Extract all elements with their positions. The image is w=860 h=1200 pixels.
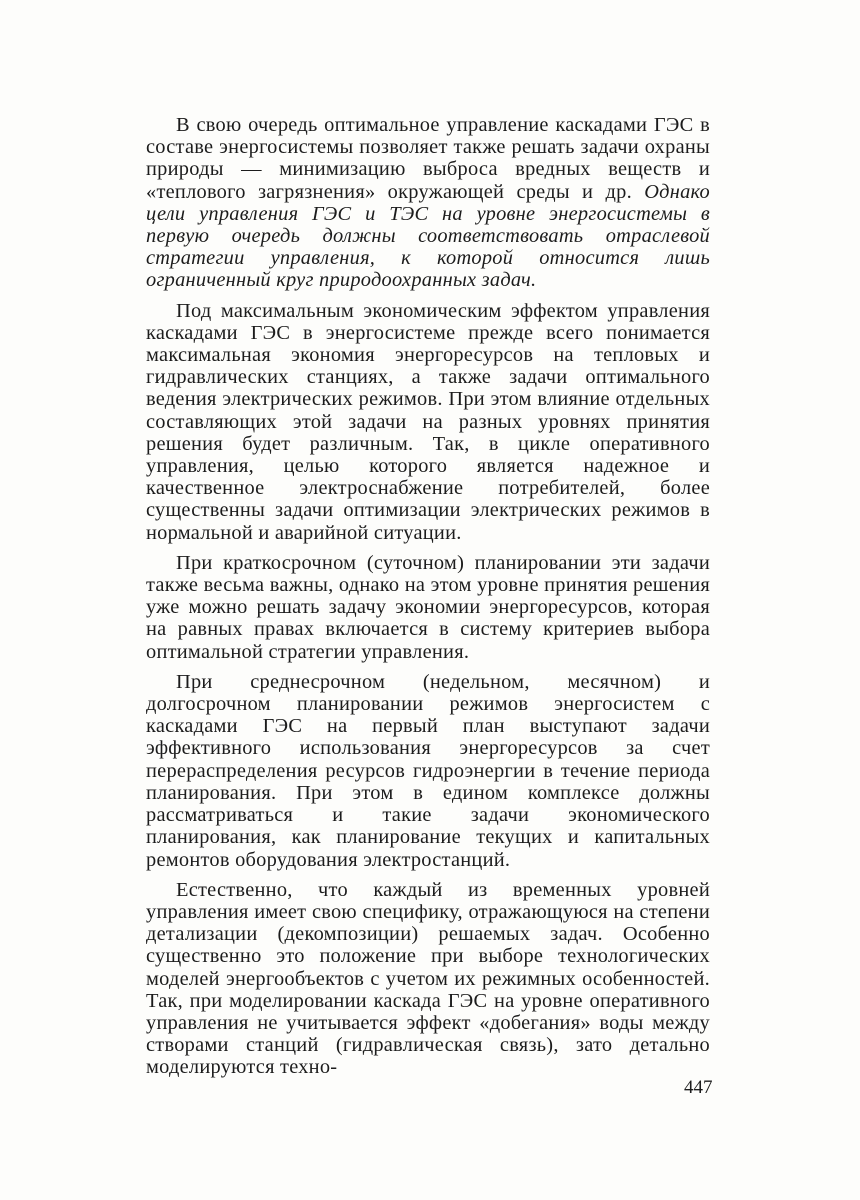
- paragraph-5: Естественно, что каждый из временных уровней управления имеет свою специфику, отражающуюся на степени детализации (декомпозиции) решаемых задач. Особенно существенно это положение при выборе технологических моделей энергообъектов с учетом их режимных особенностей. Так, при моделировании каскада ГЭС на уровне оперативного управления не учитывается эффект «добегания» воды между створами станций (гидравлическая связь), зато детально моделируются техно-: [146, 878, 710, 1079]
- body-text: [146, 114, 710, 1087]
- paragraph-3: При краткосрочном (суточном) планировании эти задачи также весьма важны, однако на этом уровне принятия решения уже можно решать задачу экономии энергоресурсов, которая на равных правах включается в систему критериев выбора оптимальной стратегии управления.: [146, 551, 710, 663]
- paragraph-1-text: В свою очередь оптимальное управление каскадами ГЭС в составе энергосистемы позволяет также решать задачи охраны природы — минимизацию выброса вредных веществ и «теплового загрязнения» окружающей среды и др.: [146, 114, 710, 203]
- page-number: 447: [684, 1077, 713, 1098]
- paragraph-4: При среднесрочном (недельном, месячном) и долгосрочном планировании режимов энергосистем с каскадами ГЭС на первый план выступают задачи эффективного использования энергоресурсов за счет перераспределения ресурсов гидроэнергии в течение периода планирования. При этом в едином комплексе должны рассматриваться и такие задачи экономического планирования, как планирование текущих и капитальных ремонтов оборудования электростанций.: [146, 670, 710, 871]
- paragraph-1: [146, 114, 710, 292]
- paragraph-1-italic: Однако цели управления ГЭС и ТЭС на уровне энергосистемы в первую очередь должны соответствовать отраслевой стратегии управления, к которой относится лишь ограниченный круг природоохранных задач.: [146, 180, 710, 292]
- paragraph-2: Под максимальным экономическим эффектом управления каскадами ГЭС в энергосистеме прежде всего понимается максимальная экономия энергоресурсов на тепловых и гидравлических станциях, а также задачи оптимального ведения электрических режимов. При этом влияние отдельных составляющих этой задачи на разных уровнях принятия решения будет различным. Так, в цикле оперативного управления, целью которого является надежное и качественное электроснабжение потребителей, более существенны задачи оптимизации электрических режимов в нормальной и аварийной ситуации.: [146, 299, 710, 544]
